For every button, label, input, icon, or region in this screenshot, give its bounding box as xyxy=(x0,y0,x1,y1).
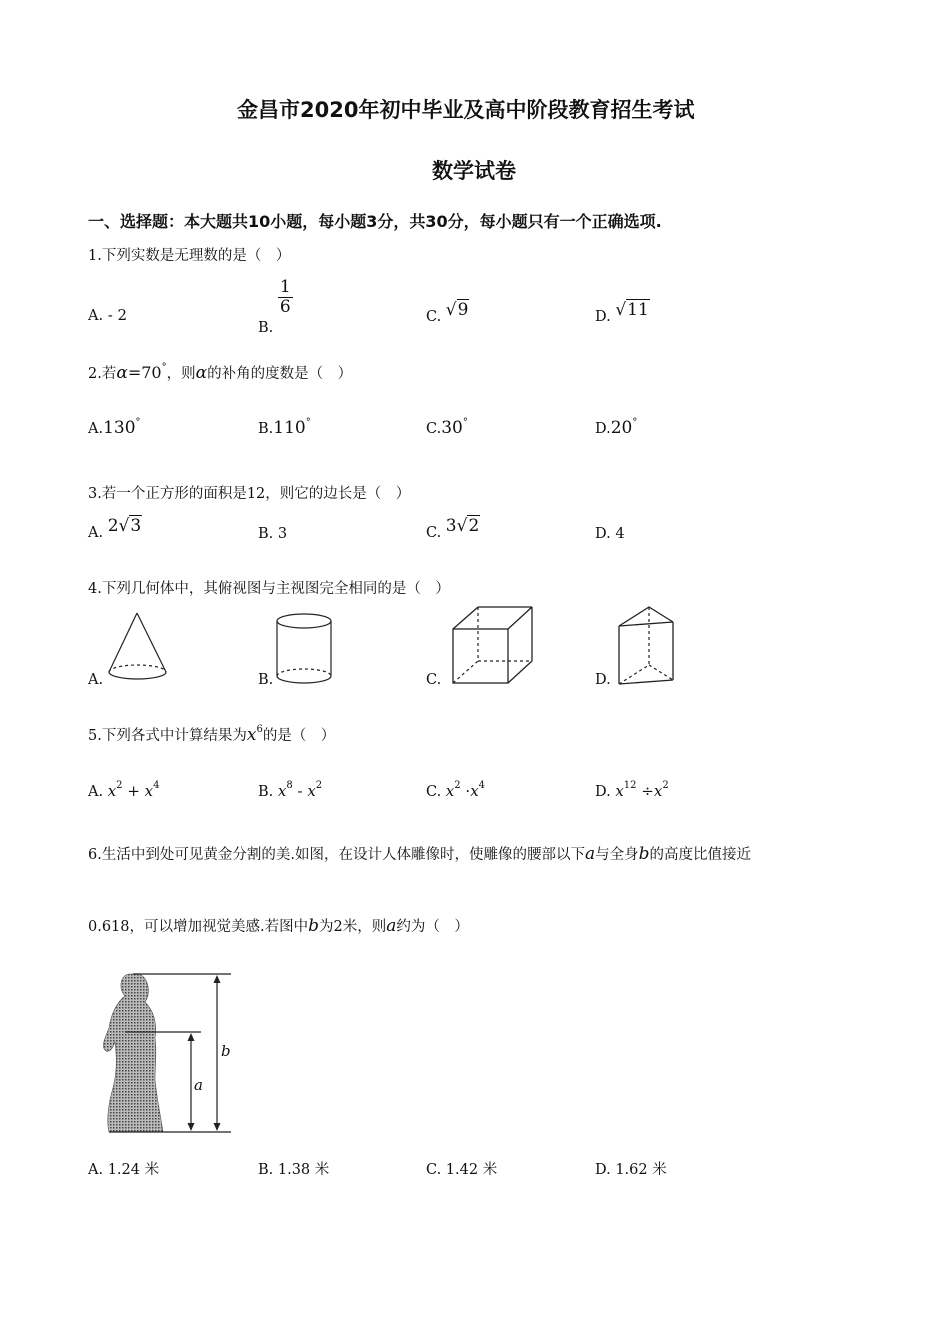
cone-icon xyxy=(105,610,170,682)
option-label: A. xyxy=(88,784,104,800)
variable-a: a xyxy=(386,916,397,936)
option-value: 3 xyxy=(277,526,288,542)
question-5-stem xyxy=(88,724,335,745)
q5-option-b[interactable] xyxy=(258,782,322,800)
q3-option-c[interactable] xyxy=(426,516,480,541)
alpha-symbol: α xyxy=(116,363,128,383)
exponent: 6 xyxy=(256,724,263,736)
variable-b: b xyxy=(638,844,650,864)
stem-text: ，则 xyxy=(166,366,196,382)
triangular-prism-icon xyxy=(616,604,676,686)
alpha-symbol: α xyxy=(195,363,208,383)
question-1-stem: 1.下列实数是无理数的是（ ） xyxy=(88,248,291,264)
option-label: C. xyxy=(426,309,442,325)
operator: - xyxy=(292,782,308,800)
square-root: √9 xyxy=(445,300,469,320)
exponent: 8 xyxy=(286,780,293,792)
variable-a: a xyxy=(584,844,596,864)
option-label: B. xyxy=(258,784,274,800)
degree-sign: ° xyxy=(462,417,468,429)
q4-option-c-label[interactable]: C. xyxy=(426,672,442,688)
variable-x: x xyxy=(277,782,287,800)
option-label: C. xyxy=(426,525,442,541)
variable-x: x xyxy=(307,782,316,800)
numerator: 1 xyxy=(279,277,291,297)
square-root: √11 xyxy=(615,300,649,320)
q1-option-a[interactable] xyxy=(88,306,127,324)
operator: · xyxy=(460,782,471,800)
option-value: 110 xyxy=(273,418,306,438)
question-6-stem-line1 xyxy=(88,843,751,864)
option-label: D. xyxy=(595,784,611,800)
degree-sign: ° xyxy=(161,362,167,374)
question-3-stem: 3.若一个正方形的面积是12，则它的边长是（ ） xyxy=(88,486,411,502)
q6-option-c[interactable]: C. 1.42 米 xyxy=(426,1162,498,1178)
variable-x: x xyxy=(144,782,154,800)
variable-x: x xyxy=(445,782,455,800)
exponent: 2 xyxy=(454,780,461,792)
fraction xyxy=(278,278,293,317)
stem-text: 与全身 xyxy=(595,847,639,863)
q4-option-b-label[interactable]: B. xyxy=(258,672,274,688)
q2-option-c[interactable] xyxy=(426,418,468,438)
variable-x: x xyxy=(615,782,624,800)
section-heading: 一、选择题：本大题共10小题，每小题3分，共30分，每小题只有一个正确选项. xyxy=(88,212,662,231)
variable-x: x xyxy=(107,782,117,800)
q5-option-a[interactable] xyxy=(88,782,160,800)
variable-x: x xyxy=(470,782,479,800)
stem-text: 的高度比值接近 xyxy=(649,847,751,863)
option-value: 30 xyxy=(441,418,463,438)
option-label: C. xyxy=(426,421,442,437)
figure-label-a: a xyxy=(194,1076,203,1094)
exponent: 12 xyxy=(623,780,637,792)
variable-x: x xyxy=(653,782,663,800)
square-root: √3 xyxy=(118,516,142,536)
question-2-stem xyxy=(88,362,352,383)
exam-subtitle: 数学试卷 xyxy=(432,159,516,183)
operator: ÷ xyxy=(636,782,654,800)
option-label: A. xyxy=(88,421,104,437)
degree-sign: ° xyxy=(305,417,311,429)
question-4-stem: 4.下列几何体中，其俯视图与主视图完全相同的是（ ） xyxy=(88,581,450,597)
degree-sign: ° xyxy=(135,417,141,429)
option-label: C. xyxy=(426,784,442,800)
option-value: - 2 xyxy=(107,306,128,324)
stem-text: 2.若 xyxy=(88,366,117,382)
square-root: √2 xyxy=(456,516,480,536)
option-label: D. xyxy=(595,526,611,542)
coefficient: 2 xyxy=(107,516,119,536)
option-label: B. xyxy=(258,319,274,336)
stem-text: 5.下列各式中计算结果为 xyxy=(88,728,247,744)
q1-option-c[interactable] xyxy=(426,300,469,325)
option-value: 4 xyxy=(615,526,625,542)
q2-option-d[interactable] xyxy=(595,418,637,438)
denominator: 6 xyxy=(279,297,291,317)
stem-text: 0.618，可以增加视觉美感.若图中 xyxy=(88,919,309,935)
variable-b: b xyxy=(308,916,320,936)
q4-option-a-label[interactable]: A. xyxy=(88,672,104,688)
exam-title: 金昌市2020年初中毕业及高中阶段教育招生考试 xyxy=(237,98,695,122)
statue-figure xyxy=(95,968,245,1138)
option-label: A. xyxy=(88,308,104,324)
operator: + xyxy=(122,782,145,800)
coefficient: 3 xyxy=(445,516,457,536)
option-value: 20 xyxy=(610,418,633,438)
option-label: A. xyxy=(88,525,104,541)
exponent: 2 xyxy=(116,780,123,792)
exponent: 2 xyxy=(662,780,669,792)
stem-text: 为2米，则 xyxy=(319,919,387,935)
stem-text: 约为（ ） xyxy=(396,919,469,935)
q6-option-d[interactable]: D. 1.62 米 xyxy=(595,1162,667,1178)
q6-option-b[interactable]: B. 1.38 米 xyxy=(258,1162,330,1178)
q1-option-d[interactable] xyxy=(595,300,650,325)
exponent: 2 xyxy=(315,780,323,792)
q3-option-d[interactable] xyxy=(595,526,625,542)
option-label: D. xyxy=(595,309,611,325)
q3-option-b[interactable] xyxy=(258,526,287,542)
stem-text: 的补角的度数是（ ） xyxy=(207,366,353,382)
exponent: 4 xyxy=(478,780,486,792)
q5-option-d[interactable] xyxy=(595,782,669,800)
option-value: 130 xyxy=(103,418,136,438)
option-label: B. xyxy=(258,526,274,542)
q3-option-a[interactable] xyxy=(88,516,142,541)
q4-option-d-label[interactable]: D. xyxy=(595,672,611,688)
option-label: D. xyxy=(595,421,611,437)
q5-option-c[interactable] xyxy=(426,782,485,800)
option-label: B. xyxy=(258,421,274,437)
stem-text: 6.生活中到处可见黄金分割的美.如图，在设计人体雕像时，使雕像的腰部以下 xyxy=(88,847,585,863)
question-6-stem-line2 xyxy=(88,915,469,936)
q6-option-a[interactable]: A. 1.24 米 xyxy=(88,1162,160,1178)
q2-option-a[interactable] xyxy=(88,418,141,438)
variable-x: x xyxy=(246,725,257,745)
cylinder-icon xyxy=(274,612,336,686)
q1-option-b[interactable] xyxy=(258,277,293,336)
q2-option-b[interactable] xyxy=(258,418,311,438)
exponent: 4 xyxy=(153,780,160,792)
degree-sign: ° xyxy=(632,417,638,429)
figure-label-b: b xyxy=(221,1042,231,1060)
equation: =70 xyxy=(127,363,162,382)
cube-icon xyxy=(450,604,534,686)
stem-text: 的是（ ） xyxy=(262,728,336,744)
